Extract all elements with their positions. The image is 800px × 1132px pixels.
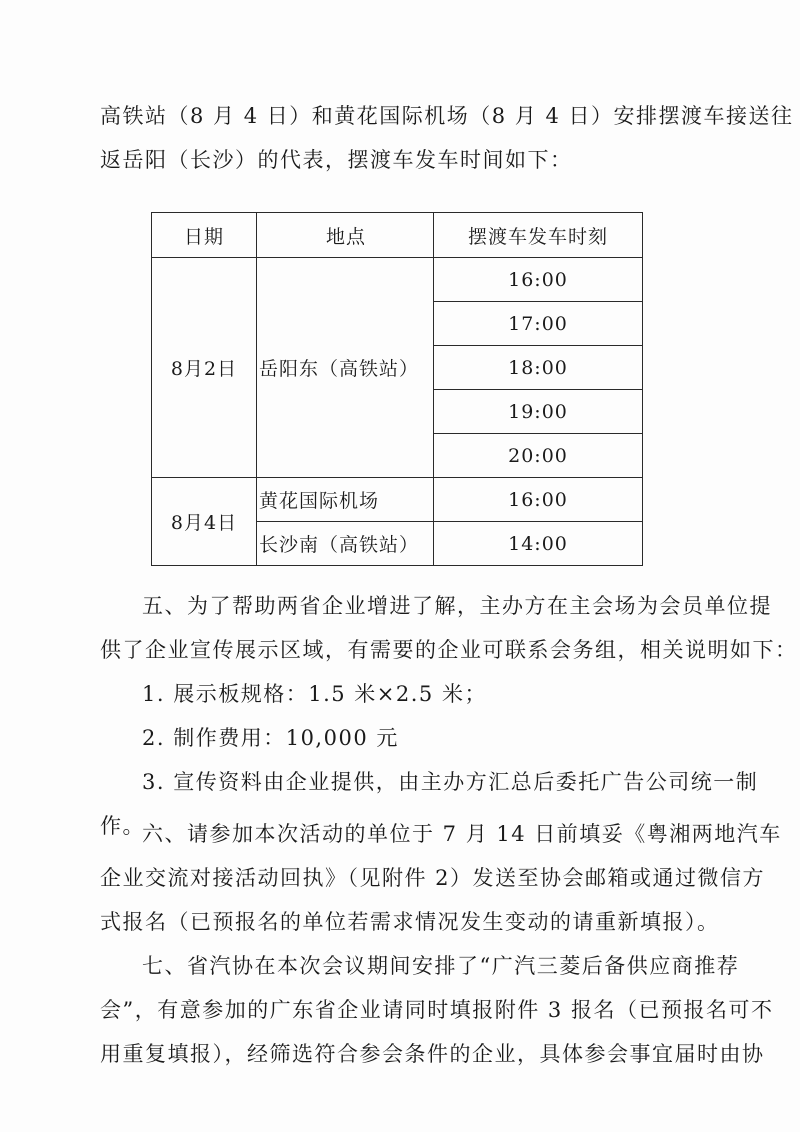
table-row	[152, 478, 643, 522]
intro-paragraph	[100, 94, 794, 182]
group1-date: 8月2日	[152, 258, 257, 478]
section-5-item-2: 2. 制作费用：10,000 元	[142, 726, 399, 750]
group1-time-1: 16:00	[434, 258, 643, 302]
group1-time-3: 18:00	[434, 346, 643, 390]
header-departure-time: 摆渡车发车时刻	[434, 213, 643, 258]
group2-location-2: 长沙南（高铁站）	[257, 522, 434, 566]
table-row	[152, 258, 643, 302]
table-header-row	[152, 213, 643, 258]
section-6-paragraph	[100, 812, 782, 944]
section-5-paragraph	[100, 584, 798, 848]
section-5-item-1: 1. 展示板规格：1.5 米×2.5 米；	[142, 682, 487, 706]
group1-location: 岳阳东（高铁站）	[257, 258, 434, 478]
section-7-paragraph	[100, 944, 774, 1076]
section-5-line-1: 五、为了帮助两省企业增进了解，主办方在主会场为会员单位提	[142, 594, 772, 618]
shuttle-schedule-table	[151, 212, 643, 566]
group2-time-1: 16:00	[434, 478, 643, 522]
group1-time-5: 20:00	[434, 434, 643, 478]
section-7-line-2: 会”，有意参加的广东省企业请同时填报附件 3 报名（已预报名可不	[100, 998, 774, 1022]
section-5-item-3-line-2: 作。	[100, 814, 145, 838]
section-6-line-2: 企业交流对接活动回执》（见附件 2）发送至协会邮箱或通过微信方	[100, 866, 766, 890]
intro-line-1: 高铁站（8 月 4 日）和黄花国际机场（8 月 4 日）安排摆渡车接送往	[100, 104, 794, 128]
section-6-line-1: 六、请参加本次活动的单位于 7 月 14 日前填妥《粤湘两地汽车	[142, 822, 782, 846]
section-7-line-3: 用重复填报），经筛选符合参会条件的企业，具体参会事宜届时由协	[100, 1042, 765, 1066]
group2-date: 8月4日	[152, 478, 257, 566]
header-date: 日期	[152, 213, 257, 258]
header-location: 地点	[257, 213, 434, 258]
section-5-line-2: 供了企业宣传展示区域，有需要的企业可联系会务组，相关说明如下：	[100, 638, 798, 662]
group2-time-2: 14:00	[434, 522, 643, 566]
section-5-item-3-line-1: 3. 宣传资料由企业提供，由主办方汇总后委托广告公司统一制	[142, 770, 759, 794]
intro-line-2: 返岳阳（长沙）的代表，摆渡车发车时间如下：	[100, 148, 573, 172]
section-7-line-1: 七、省汽协在本次会议期间安排了“广汽三菱后备供应商推荐	[142, 954, 740, 978]
group2-location-1: 黄花国际机场	[257, 478, 434, 522]
section-6-line-3: 式报名（已预报名的单位若需求情况发生变动的请重新填报）。	[100, 910, 720, 934]
group1-time-2: 17:00	[434, 302, 643, 346]
group1-time-4: 19:00	[434, 390, 643, 434]
